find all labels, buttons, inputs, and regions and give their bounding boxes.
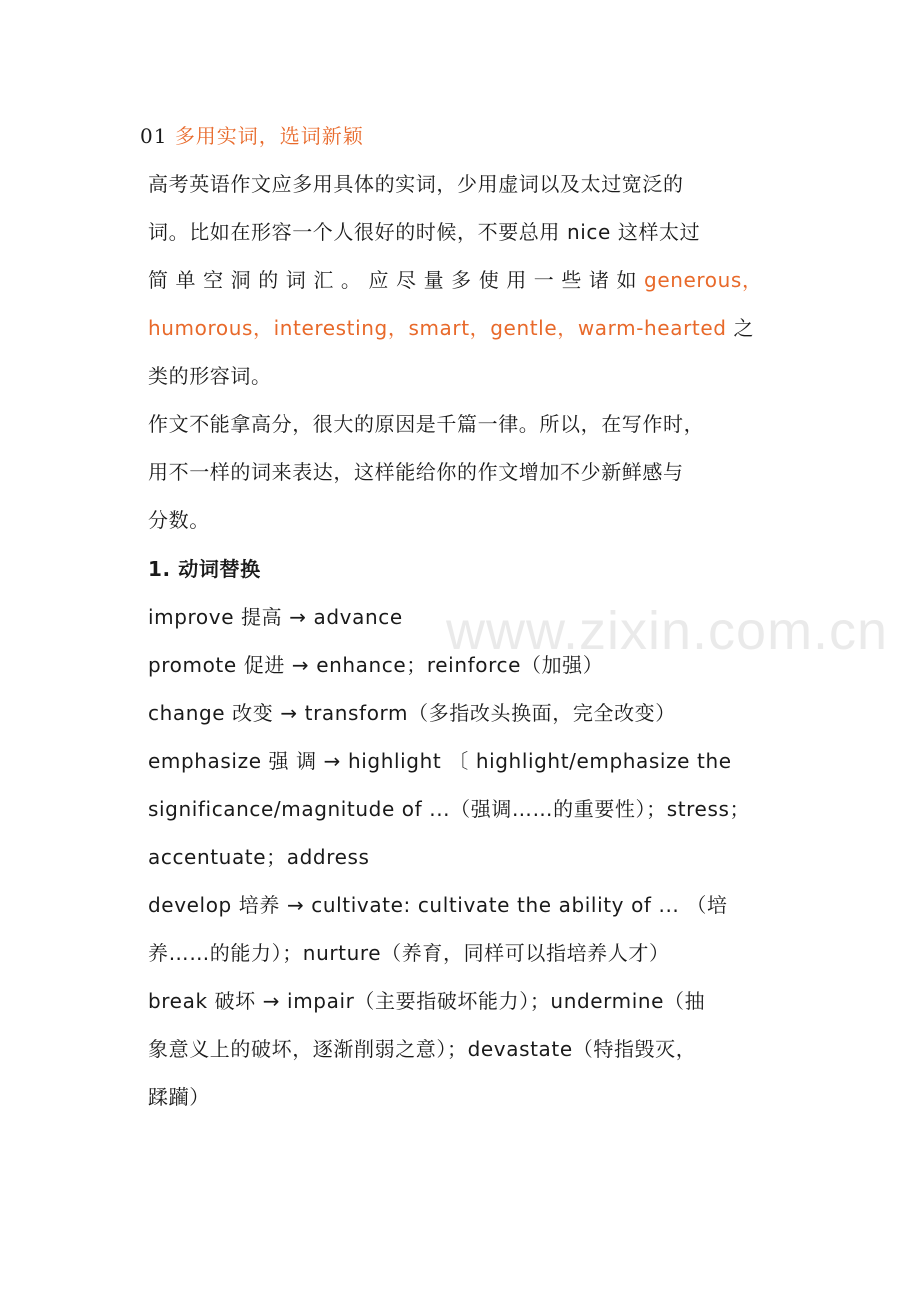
heading-number: 01 bbox=[140, 124, 168, 148]
intro-line-4-highlight: humorous，interesting，smart，gentle，warm-hearted bbox=[148, 316, 727, 340]
entry-emphasize-cont-2: accentuate；address bbox=[148, 845, 370, 869]
intro-line-3-text: 简 单 空 洞 的 词 汇 。 应 尽 量 多 使 用 一 些 诸 如 bbox=[148, 268, 645, 292]
para2-line-3: 分数。 bbox=[148, 508, 210, 532]
intro-line-3-highlight: generous， bbox=[644, 268, 763, 292]
entry-promote: promote 促进 → enhance；reinforce（加强） bbox=[148, 653, 604, 677]
entry-break: break 破坏 → impair（主要指破坏能力）；undermine（抽 bbox=[148, 989, 706, 1013]
section-heading bbox=[140, 122, 364, 150]
section-1-title: 1. 动词替换 bbox=[148, 557, 261, 581]
entry-break-cont-2: 蹂躏） bbox=[148, 1085, 210, 1109]
entry-develop: develop 培养 → cultivate: cultivate the ability of ... （培 bbox=[148, 893, 728, 917]
entry-emphasize: emphasize 强 调 → highlight 〔 highlight/emphasize the bbox=[148, 749, 732, 773]
entry-break-cont-1: 象意义上的破坏，逐渐削弱之意）；devastate（特指毁灭， bbox=[148, 1037, 697, 1061]
intro-line-5: 类的形容词。 bbox=[148, 364, 272, 388]
para2-line-2: 用不一样的词来表达，这样能给你的作文增加不少新鲜感与 bbox=[148, 460, 684, 484]
intro-line-1: 高考英语作文应多用具体的实词，少用虚词以及太过宽泛的 bbox=[148, 172, 684, 196]
entry-improve: improve 提高 → advance bbox=[148, 605, 403, 629]
intro-line-2: 词。比如在形容一个人很好的时候，不要总用 nice 这样太过 bbox=[148, 220, 701, 244]
entry-change: change 改变 → transform（多指改头换面，完全改变） bbox=[148, 701, 676, 725]
entry-develop-cont: 养……的能力）；nurture（养育，同样可以指培养人才） bbox=[148, 941, 670, 965]
heading-title: 多用实词，选词新颖 bbox=[174, 124, 364, 148]
intro-line-3 bbox=[148, 266, 763, 294]
intro-line-4-tail: 之 bbox=[726, 316, 755, 340]
para2-line-1: 作文不能拿高分，很大的原因是千篇一律。所以，在写作时， bbox=[148, 412, 705, 436]
watermark: www.zixin.com.cn bbox=[446, 601, 889, 661]
entry-emphasize-cont-1: significance/magnitude of ...（强调……的重要性）；stress； bbox=[148, 797, 751, 821]
intro-line-4 bbox=[148, 314, 754, 342]
